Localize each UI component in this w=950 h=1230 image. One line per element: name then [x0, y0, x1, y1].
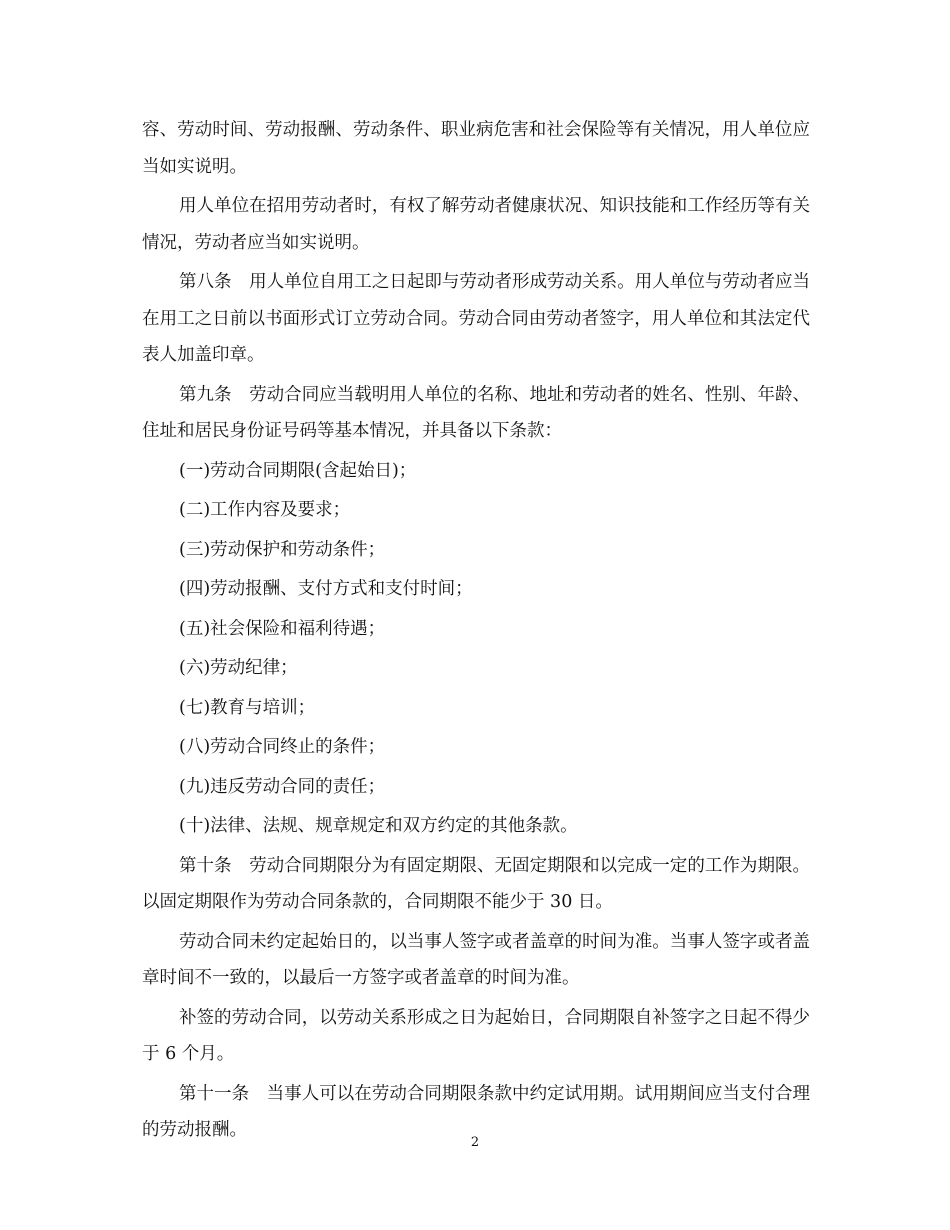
page-number: 2: [470, 1135, 480, 1150]
document-body: [142, 112, 810, 1152]
paragraph-article-9: 第九条 劳动合同应当载明用人单位的名称、地址和劳动者的姓名、性别、年龄、住址和居民身份证号码等基本情况，并具备以下条款：: [142, 384, 810, 441]
list-item: (四)劳动报酬、支付方式和支付时间；: [179, 579, 473, 599]
list-item: (八)劳动合同终止的条件；: [179, 737, 386, 757]
paragraph-supplementary-contract: 补签的劳动合同，以劳动关系形成之日为起始日，合同期限自补签字之日起不得少于 6 个月。: [142, 1007, 810, 1064]
paragraph-employer-right-to-know: 用人单位在招用劳动者时，有权了解劳动者健康状况、知识技能和工作经历等有关情况，劳动者应当如实说明。: [142, 196, 810, 253]
list-item: (一)劳动合同期限(含起始日)；: [179, 460, 417, 481]
paragraph-article-11: 第十一条 当事人可以在劳动合同期限条款中约定试用期。试用期间应当支付合理的劳动报酬。: [142, 1083, 810, 1140]
list-item: (六)劳动纪律；: [179, 658, 298, 678]
paragraph-start-date-rule: 劳动合同未约定起始日的，以当事人签字或者盖章的时间为准。当事人签字或者盖章时间不一致的，以最后一方签字或者盖章的时间为准。: [142, 931, 810, 988]
list-item: (十)法律、法规、规章规定和双方约定的其他条款。: [179, 816, 578, 836]
list-item: (五)社会保险和福利待遇；: [179, 618, 386, 639]
paragraph-continuation: 容、劳动时间、劳动报酬、劳动条件、职业病危害和社会保险等有关情况，用人单位应当如实说明。: [142, 120, 810, 177]
list-item: (二)工作内容及要求；: [179, 500, 351, 520]
list-item: (七)教育与培训；: [179, 697, 316, 718]
paragraph-article-10: 第十条 劳动合同期限分为有固定期限、无固定期限和以完成一定的工作为期限。以固定期限作为劳动合同条款的，合同期限不能少于 30 日。: [142, 855, 810, 912]
paragraph-article-8: 第八条 用人单位自用工之日起即与劳动者形成劳动关系。用人单位与劳动者应当在用工之日前以书面形式订立劳动合同。劳动合同由劳动者签字，用人单位和其法定代表人加盖印章。: [142, 272, 810, 365]
list-item: (九)违反劳动合同的责任；: [179, 776, 386, 797]
list-item: (三)劳动保护和劳动条件；: [179, 539, 386, 560]
